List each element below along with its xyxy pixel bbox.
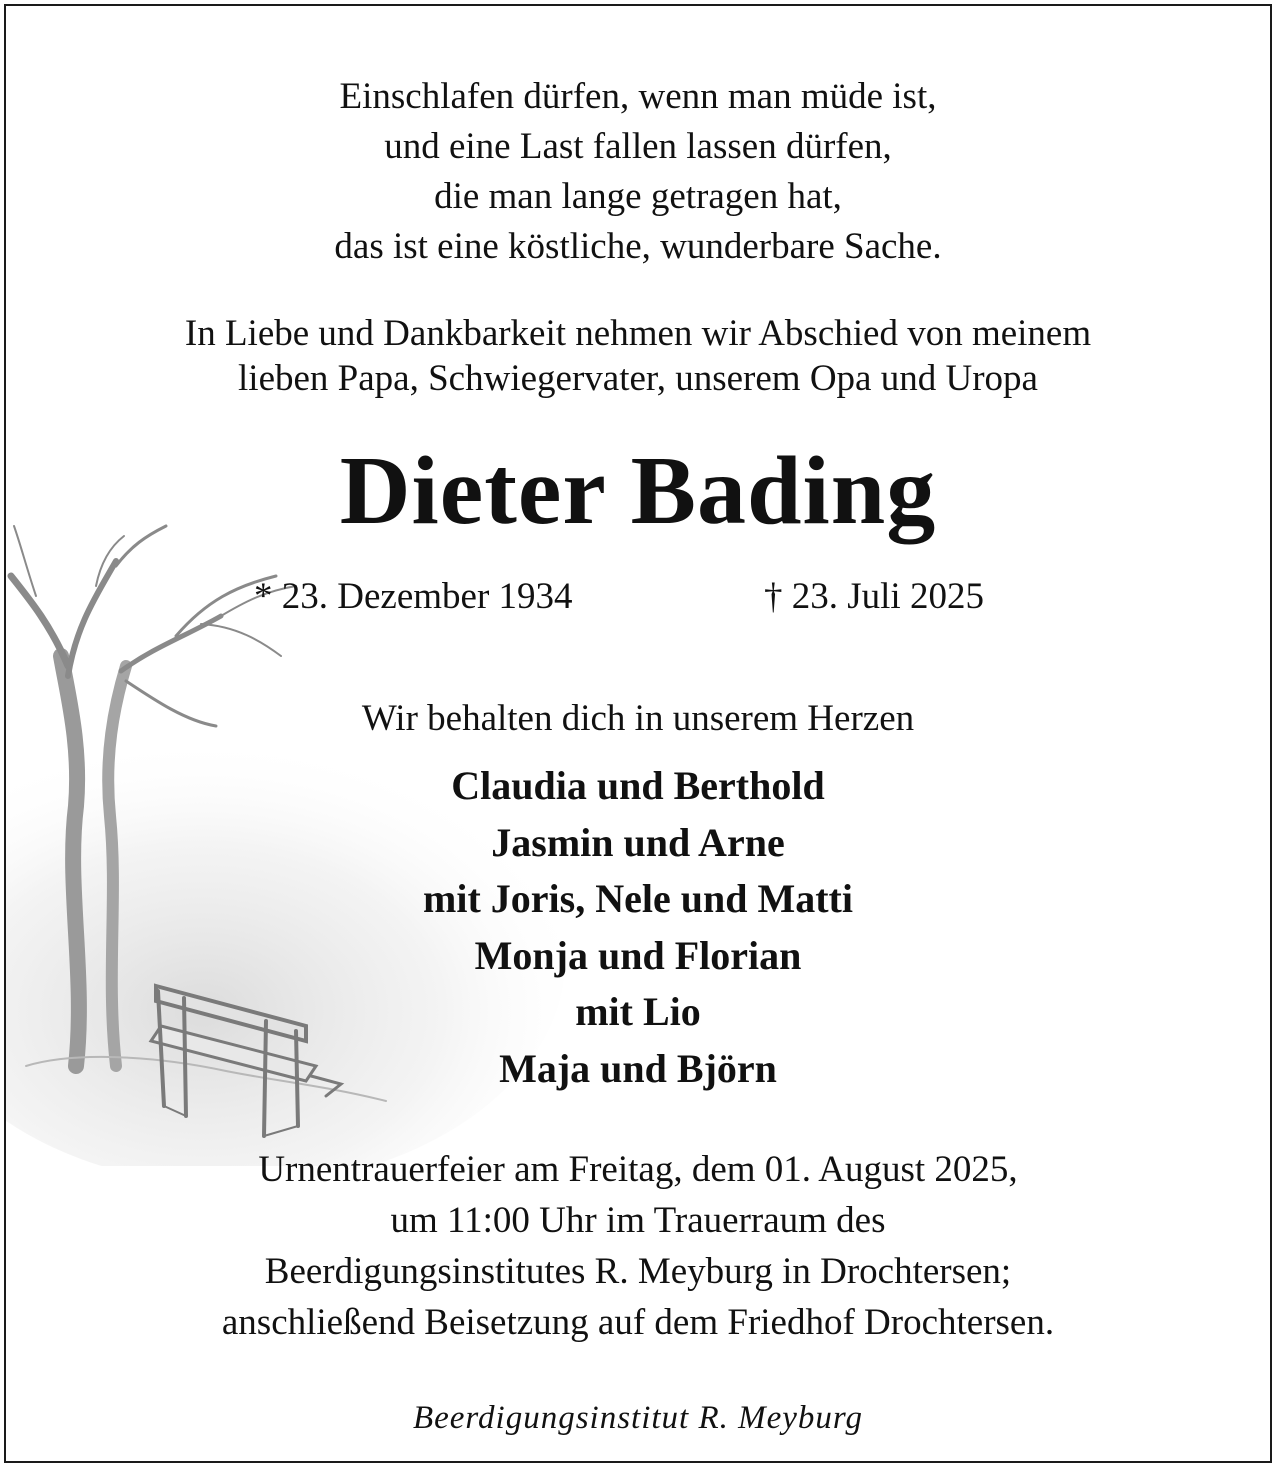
deceased-name: Dieter Bading <box>339 437 937 545</box>
service-line: Beerdigungsinstitutes R. Meyburg in Drochtersen; <box>264 1251 1012 1292</box>
verse-quote <box>6 72 1270 272</box>
verse-line: das ist eine köstliche, wunderbare Sache. <box>334 226 942 267</box>
verse-line: und eine Last fallen lassen dürfen, <box>384 126 892 167</box>
mourner-line: mit Lio <box>575 989 701 1034</box>
obituary-card <box>4 4 1272 1463</box>
mourner-line: Monja und Florian <box>474 932 802 978</box>
service-line: Urnentrauerfeier am Freitag, dem 01. August 2025, <box>258 1149 1018 1190</box>
mourner-line: Claudia und Berthold <box>451 763 825 808</box>
farewell-intro <box>6 311 1270 401</box>
remembrance-line: Wir behalten dich in unserem Herzen <box>361 698 915 739</box>
mourners-list <box>6 758 1270 1097</box>
verse-line: Einschlafen dürfen, wenn man müde ist, <box>339 76 937 117</box>
funeral-home-signature: Beerdigungsinstitut R. Meyburg <box>412 1400 864 1436</box>
death-date: † 23. Juli 2025 <box>764 576 984 617</box>
mourner-line: mit Joris, Nele und Matti <box>423 876 853 921</box>
verse-line: die man lange getragen hat, <box>434 176 842 217</box>
intro-line: In Liebe und Dankbarkeit nehmen wir Abschied von meinem <box>184 313 1092 354</box>
service-line: um 11:00 Uhr im Trauerraum des <box>390 1200 886 1241</box>
service-line: anschließend Beisetzung auf dem Friedhof Drochtersen. <box>221 1302 1055 1343</box>
intro-line: lieben Papa, Schwiegervater, unserem Opa und Uropa <box>238 358 1038 399</box>
mourner-line: Maja und Björn <box>499 1045 777 1091</box>
birth-date: * 23. Dezember 1934 <box>254 576 573 617</box>
mourner-line: Jasmin und Arne <box>491 819 785 865</box>
funeral-service-info <box>6 1144 1270 1348</box>
